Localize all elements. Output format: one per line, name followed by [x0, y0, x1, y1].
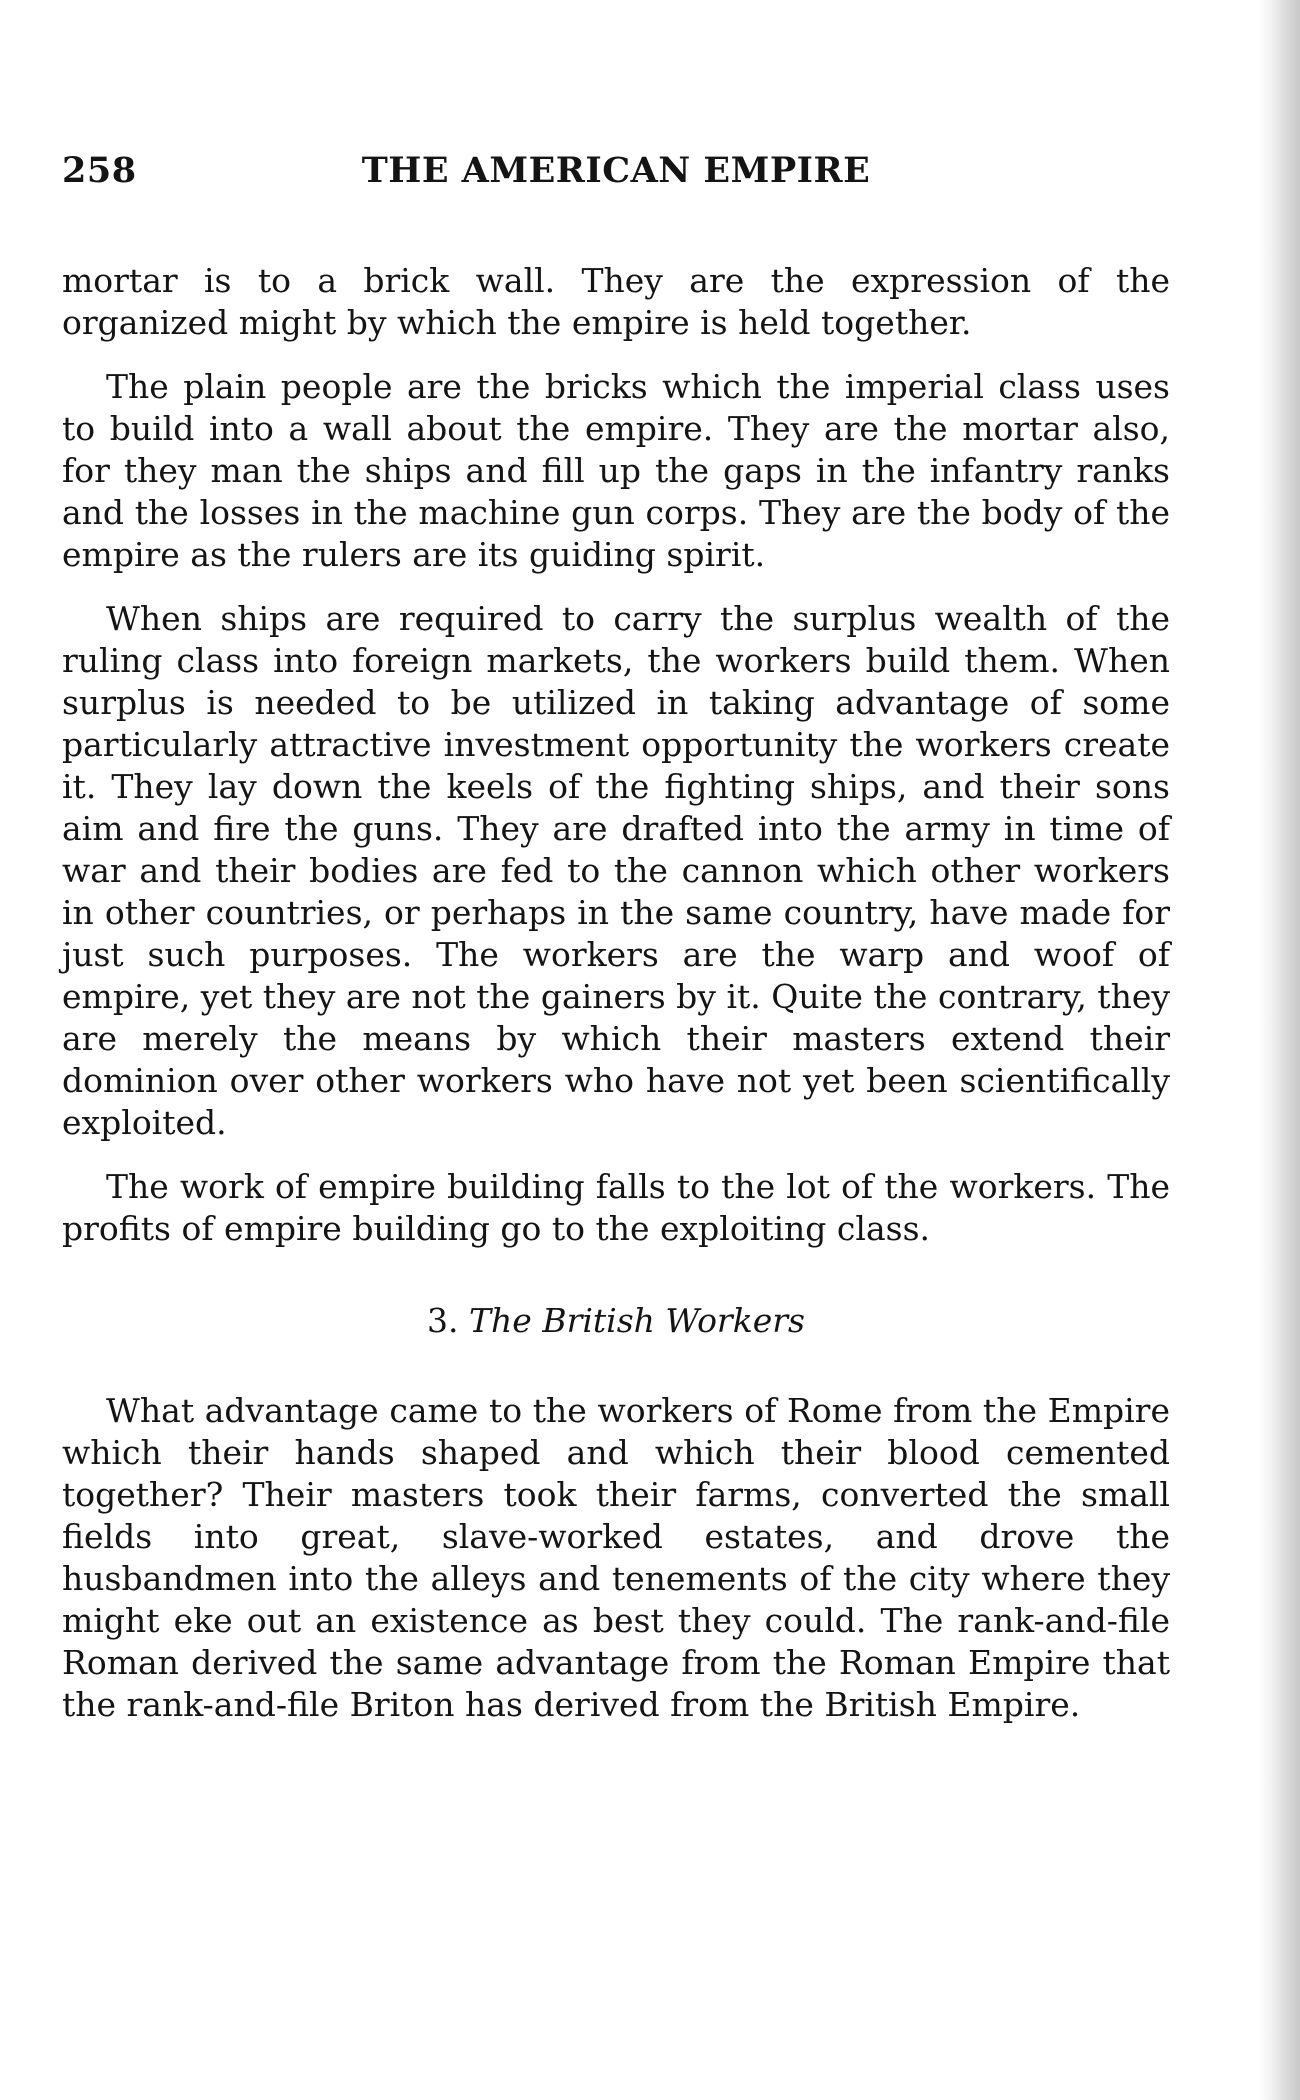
- section-title: The British Workers: [469, 1301, 805, 1340]
- page-number: 258: [62, 150, 137, 191]
- section-heading: [62, 1300, 1170, 1342]
- body-text: [62, 260, 1170, 1726]
- running-title: THE AMERICAN EMPIRE: [361, 150, 871, 191]
- paragraph: What advantage came to the workers of Rome from the Empire which their hands shaped and which their blood cemented together? Their masters took their farms, converted the small fields into great, slave-worked estates, and drove the husbandmen into the alleys and tenements of the city where they might eke out an existence as best they could. The rank-and-file Roman derived the same advantage from the Roman Empire that the rank-and-file Briton has derived from the British Empire.: [62, 1391, 1170, 1724]
- paragraph: The work of empire building falls to the lot of the workers. The profits of empire building go to the exploiting class.: [62, 1167, 1170, 1248]
- running-header: [62, 150, 1170, 210]
- book-page: [62, 150, 1170, 1748]
- page-edge-shadow: [1258, 0, 1300, 2100]
- section-number: 3.: [427, 1301, 459, 1340]
- paragraph: The plain people are the bricks which the imperial class uses to build into a wall about the empire. They are the mortar also, for they man the ships and fill up the gaps in the infantry ranks and the losses in the machine gun corps. They are the body of the empire as the rulers are its guiding spirit.: [62, 367, 1170, 574]
- paragraph-continued: mortar is to a brick wall. They are the expression of the organized might by which the empire is held together.: [62, 261, 1170, 342]
- paragraph: When ships are required to carry the surplus wealth of the ruling class into foreign markets, the workers build them. When surplus is needed to be utilized in taking advantage of some particularly attractive investment opportunity the workers create it. They lay down the keels of the fighting ships, and their sons aim and fire the guns. They are drafted into the army in time of war and their bodies are fed to the cannon which other workers in other countries, or perhaps in the same country, have made for just such purposes. The workers are the warp and woof of empire, yet they are not the gainers by it. Quite the contrary, they are merely the means by which their masters extend their dominion over other workers who have not yet been scientifically exploited.: [62, 599, 1170, 1142]
